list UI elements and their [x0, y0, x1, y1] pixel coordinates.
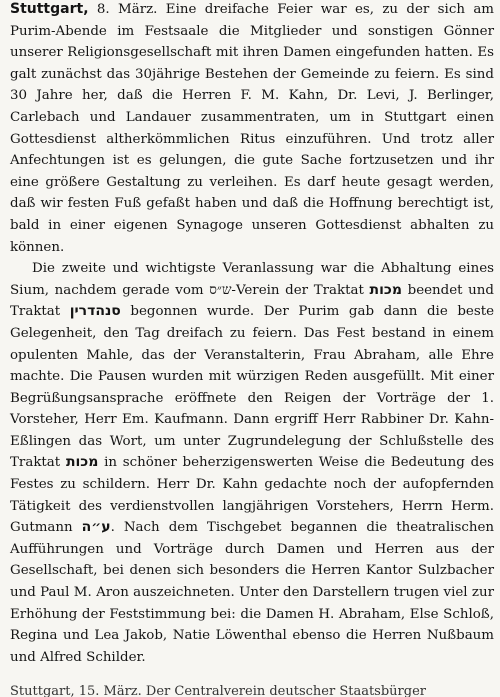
p2-text-e: . Nach dem Tischgebet begannen die theatralischen Aufführungen und Vorträge durch Damen und Herren aus der Gesellschaft, bei denen sich besonders die Herren Kantor Sulzbacher und Paul M. Aron auszeichneten. Unter den Darstellern trugen viel zur Erhöhung der Feststimmung bei: die Damen H. Abraham, Else Schloß, Regina und Lea Jakob, Natie Löwenthal ebenso die Herren Nußbaum und Alfred Schilder.	[10, 520, 494, 665]
p2-text-a: Die zweite und wichtigste Veranlassung war die Abhaltung eines Sium, nachdem gerade vom ש״ס-Verein der Traktat	[10, 261, 494, 298]
hebrew-sanhedrin: סנהדרין	[69, 303, 121, 320]
p2-text-b: beendet und Traktat	[10, 282, 495, 320]
p2-text-d: in schöner beherzigenswerten Weise die Bedeutung des Festes zu schildern. Herr Dr. Kahn gedachte noch der aufopfernden Tätigkeit des verdienstvollen langjährigen Vorstehers, Herrn Herm. Gutmann	[10, 455, 494, 536]
paragraph-1	[10, 0, 494, 258]
paragraph-2	[10, 258, 494, 668]
hebrew-makkot-1: מכות	[369, 281, 402, 298]
hebrew-makkot-2: מכות	[65, 454, 99, 471]
paragraph-1-body: Eine dreifache Feier war es, zu der sich am Purim-Abende im Festsaale die Mitglieder und sonstigen Gönner unserer Religionsgesellschaft mit ihren Damen eingefunden hatten. Es galt zunächst das 30jährige Bestehen der Gemeinde zu feiern. Es sind 30 Jahre her, daß die Herren F. M. Kahn, Dr. Levi, J. Berlinger, Carlebach und Landauer zusammentraten, um in Stuttgart einen Gottesdienst altherkömmlichen Ritus einzuführen. Und trotz aller Anfechtungen ist es gelungen, die gute Sache fortzusetzen und ihr eine größere Gestaltung zu verleihen. Es darf heute gesagt werden, daß wir festen Fuß gefaßt haben und daß die Hoffnung berechtigt ist, bald in einer eigenen Synagoge unseren Gottesdienst abhalten zu können.	[10, 2, 495, 255]
p2-text-c: begonnen wurde. Der Purim gab dann die beste Gelegenheit, den Tag dreifach zu feiern. Das Fest bestand in einem opulenten Mahle, das der Veranstalterin, Frau Abraham, alle Ehre machte. Die Pausen wurden mit würzigen Reden ausgefüllt. Mit einer Begrüßungsansprache eröffnete den Reigen der Vorträge der 1. Vorsteher, Herr Em. Kaufmann. Dann ergriff Herr Rabbiner Dr. Kahn-Eßlingen das Wort, um unter Zugrundelegung der Schlußstelle des Traktat	[10, 304, 494, 471]
footer-cutoff-text: Stuttgart, 15. März. Der Centralverein deutscher Staatsbürger	[10, 685, 426, 697]
date: 8. März.	[88, 2, 158, 17]
article	[10, 0, 494, 668]
dateline: Stuttgart,	[10, 1, 89, 17]
hebrew-abbrev: ע״ה	[81, 519, 111, 536]
